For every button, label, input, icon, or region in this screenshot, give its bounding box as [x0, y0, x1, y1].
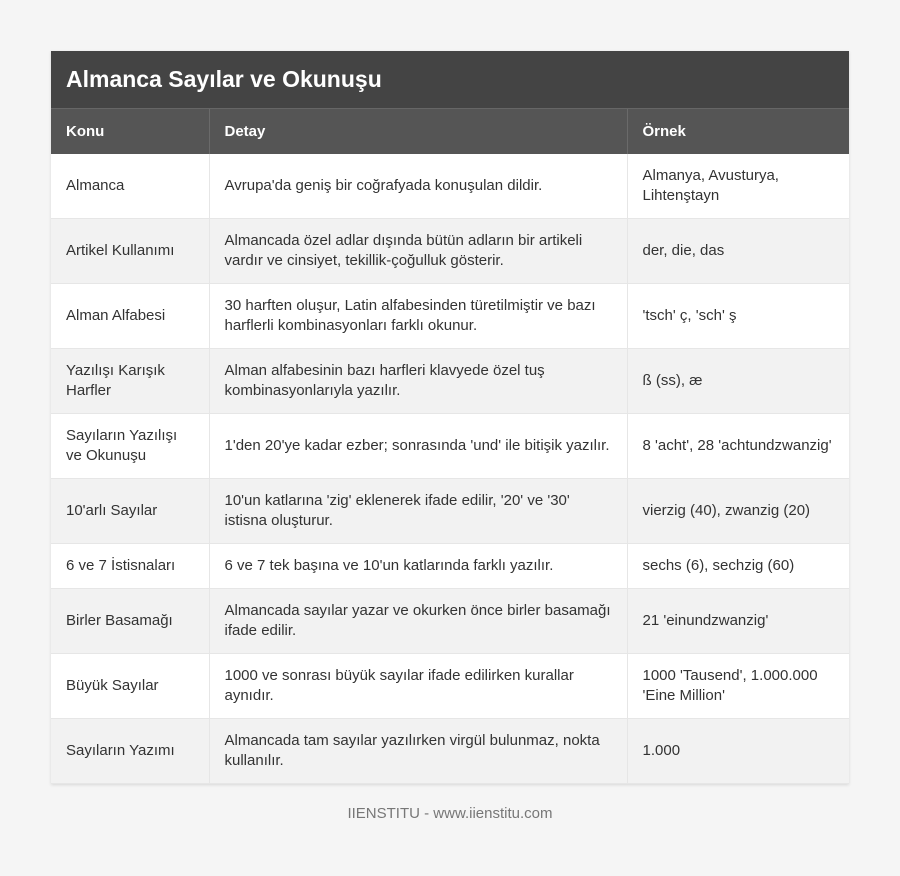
- table-row: [51, 479, 849, 544]
- cell-ornek: ß (ss), æ: [627, 349, 849, 414]
- table-row: [51, 544, 849, 589]
- cell-ornek: 8 'acht', 28 'achtundzwanzig': [627, 414, 849, 479]
- cell-konu: Büyük Sayılar: [51, 654, 209, 719]
- cell-konu: Sayıların Yazılışı ve Okunuşu: [51, 414, 209, 479]
- table-row: [51, 414, 849, 479]
- column-header-konu: Konu: [51, 109, 209, 154]
- table-row: [51, 349, 849, 414]
- cell-konu: Birler Basamağı: [51, 589, 209, 654]
- header-row: [51, 109, 849, 154]
- cell-ornek: 21 'einundzwanzig': [627, 589, 849, 654]
- cell-detay: Alman alfabesinin bazı harfleri klavyede özel tuş kombinasyonlarıyla yazılır.: [209, 349, 627, 414]
- cell-konu: Almanca: [51, 154, 209, 219]
- cell-ornek: sechs (6), sechzig (60): [627, 544, 849, 589]
- cell-ornek: der, die, das: [627, 219, 849, 284]
- cell-ornek: 1.000: [627, 719, 849, 784]
- table-row: [51, 284, 849, 349]
- cell-detay: 1'den 20'ye kadar ezber; sonrasında 'und' ile bitişik yazılır.: [209, 414, 627, 479]
- cell-detay: Almancada tam sayılar yazılırken virgül bulunmaz, nokta kullanılır.: [209, 719, 627, 784]
- cell-konu: Alman Alfabesi: [51, 284, 209, 349]
- column-header-ornek: Örnek: [627, 109, 849, 154]
- table-row: [51, 219, 849, 284]
- cell-konu: Yazılışı Karışık Harfler: [51, 349, 209, 414]
- cell-konu: 10'arlı Sayılar: [51, 479, 209, 544]
- cell-detay: 1000 ve sonrası büyük sayılar ifade edilirken kurallar aynıdır.: [209, 654, 627, 719]
- cell-konu: Artikel Kullanımı: [51, 219, 209, 284]
- cell-konu: 6 ve 7 İstisnaları: [51, 544, 209, 589]
- column-header-detay: Detay: [209, 109, 627, 154]
- cell-detay: 10'un katlarına 'zig' eklenerek ifade edilir, '20' ve '30' istisna oluşturur.: [209, 479, 627, 544]
- table-row: [51, 654, 849, 719]
- cell-ornek: Almanya, Avusturya, Lihtenştayn: [627, 154, 849, 219]
- footer-credit: IIENSTITU - www.iienstitu.com: [347, 805, 553, 822]
- table-row: [51, 589, 849, 654]
- cell-ornek: 'tsch' ç, 'sch' ş: [627, 284, 849, 349]
- table-row: [51, 719, 849, 784]
- cell-detay: Avrupa'da geniş bir coğrafyada konuşulan dildir.: [209, 154, 627, 219]
- cell-detay: 30 harften oluşur, Latin alfabesinden türetilmiştir ve bazı harflerli kombinasyonları farklı okunur.: [209, 284, 627, 349]
- cell-detay: Almancada özel adlar dışında bütün adların bir artikeli vardır ve cinsiyet, tekillik-çoğulluk gösterir.: [209, 219, 627, 284]
- cell-ornek: vierzig (40), zwanzig (20): [627, 479, 849, 544]
- data-table: [51, 108, 849, 784]
- data-table-card: [51, 51, 849, 784]
- table-title: Almanca Sayılar ve Okunuşu: [51, 51, 849, 108]
- cell-detay: Almancada sayılar yazar ve okurken önce birler basamağı ifade edilir.: [209, 589, 627, 654]
- cell-detay: 6 ve 7 tek başına ve 10'un katlarında farklı yazılır.: [209, 544, 627, 589]
- cell-ornek: 1000 'Tausend', 1.000.000 'Eine Million': [627, 654, 849, 719]
- table-row: [51, 154, 849, 219]
- cell-konu: Sayıların Yazımı: [51, 719, 209, 784]
